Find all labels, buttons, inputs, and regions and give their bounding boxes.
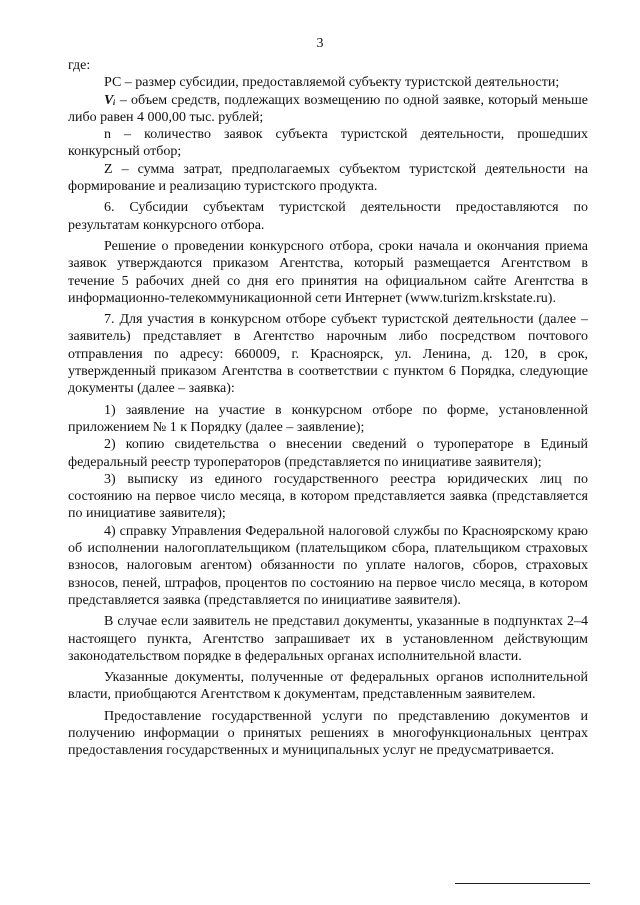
paragraph-z-definition: Z – сумма затрат, предполагаемых субъектом туристской деятельности на формирование и реализацию туристского продукта. (68, 161, 588, 195)
paragraph-rs-definition: РС – размер субсидии, предоставляемой субъекту туристской деятельности; (104, 75, 560, 91)
paragraph-documents-attached: Указанные документы, полученные от федеральных органов исполнительной власти, приобщаются Агентством к документам, представленным заявителем. (68, 670, 588, 703)
paragraph-subitem-3: 3) выписку из единого государственного реестра юридических лиц по состоянию на первое число месяца, в котором представляется заявка (представляется по инициативе заявителя); (68, 471, 588, 522)
vi-symbol: Vᵢ (104, 92, 116, 108)
paragraph-selection-decision: Решение о проведении конкурсного отбора, сроки начала и окончания приема заявок утверждаются приказом Агентства, который размещается Агентством в течение 5 рабочих дней со дня его принятия на официальном сайте Агентства в информационно-телекоммуникационной сети Интернет (www.turizm.krskstate.ru). (68, 238, 588, 306)
paragraph-missing-documents: В случае если заявитель не представил документы, указанные в подпунктах 2–4 настоящего пункта, Агентство запрашивает их в установленном действующим законодательством порядке в федеральных органах исполнительной власти. (68, 614, 588, 664)
paragraph-item-6: 6. Субсидии субъектам туристской деятельности предоставляются по результатам конкурсного отбора. (68, 200, 588, 233)
paragraph-n-definition: n – количество заявок субъекта туристской деятельности, прошедших конкурсный отбор; (68, 127, 588, 160)
paragraph-item-7: 7. Для участия в конкурсном отборе субъект туристской деятельности (далее – заявитель) представляет в Агентство нарочным либо посредством почтового отправления по адресу: 660009, г. Красноярск, ул. Ленина, д. 120, в срок, утвержденный приказом Агентства в соответствии с пунктом 6 Порядка, следующие документы (далее – заявка): (68, 312, 588, 397)
paragraph-subitem-2: 2) копию свидетельства о внесении сведений о туроператоре в Единый федеральный реестр туроператоров (представляется по инициативе заявителя); (68, 437, 588, 470)
paragraph-where: где: (68, 58, 91, 73)
footer-rule (455, 883, 590, 884)
page-number: 3 (316, 36, 324, 51)
vi-definition-text: – объем средств, подлежащих возмещению по одной заявке, который меньше либо равен 4 000,00 тыс. рублей; (68, 92, 588, 125)
paragraph-vi-definition (68, 92, 588, 127)
paragraph-subitem-1: 1) заявление на участие в конкурсном отборе по форме, установленной приложением № 1 к Порядку (далее – заявление); (68, 402, 588, 435)
paragraph-subitem-4: 4) справку Управления Федеральной налоговой службы по Красноярскому краю об исполнении налогоплательщиком (плательщиком сбора, плательщиком страховых взносов, налоговым агентом) обязанности по уплате налогов, сборов, страховых взносов, пеней, штрафов, процентов по состоянию на первое число месяца, в котором представляется заявка (представляется по инициативе заявителя). (68, 523, 588, 608)
paragraph-mfc: Предоставление государственной услуги по представлению документов и получению информации о принятых решениях в многофункциональных центрах предоставления государственных и муниципальных услуг не предусматривается. (68, 708, 588, 759)
document-body (68, 57, 588, 760)
